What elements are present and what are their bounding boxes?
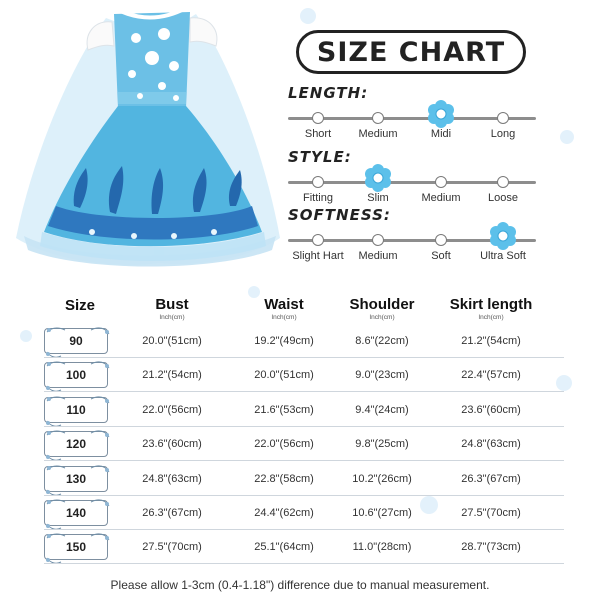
column-header-unit: Inch(cm) <box>159 314 185 321</box>
column-header-unit: Inch(cm) <box>271 314 297 321</box>
rating-dot <box>372 234 384 246</box>
table-cell-waist: 20.0"(51cm) <box>254 369 314 382</box>
rating-label: SOFTNESS: <box>288 206 391 224</box>
rating-option-label: Slight Hart <box>292 250 344 262</box>
column-header-name: Shoulder <box>349 296 415 313</box>
rating-dot <box>497 176 509 188</box>
table-cell-skirt: 28.7"(73cm) <box>461 541 521 554</box>
rating-option-label: Long <box>490 128 516 140</box>
selected-flower-icon <box>426 99 456 129</box>
row-divider <box>44 391 564 392</box>
rating-label: STYLE: <box>288 148 352 166</box>
table-cell-skirt: 24.8"(63cm) <box>461 438 521 451</box>
table-cell-bust: 24.8"(63cm) <box>142 472 202 485</box>
table-cell-bust: 22.0"(56cm) <box>142 403 202 416</box>
rating-label: LENGTH: <box>288 84 369 102</box>
table-cell-waist: 24.4"(62cm) <box>254 507 314 519</box>
column-header-unit: Inch(cm) <box>369 314 395 321</box>
size-tag <box>44 397 108 423</box>
column-header <box>264 296 303 321</box>
table-cell-skirt: 21.2"(54cm) <box>461 335 521 347</box>
rating-dot <box>372 112 384 124</box>
selected-flower-icon <box>488 221 518 251</box>
table-cell-waist: 21.6"(53cm) <box>254 403 314 416</box>
rating-option-label: Midi <box>430 128 452 140</box>
table-cell-bust: 20.0"(51cm) <box>142 335 202 347</box>
background-dot <box>560 130 574 144</box>
background-dot <box>300 8 316 24</box>
table-cell-waist: 22.8"(58cm) <box>254 472 314 485</box>
column-header <box>65 297 95 314</box>
row-divider <box>44 563 564 564</box>
rating-option-label: Medium <box>358 128 398 140</box>
size-value: 110 <box>66 402 86 417</box>
rating-option-label: Medium <box>421 192 461 204</box>
table-cell-skirt: 23.6"(60cm) <box>461 403 521 416</box>
rating-dot <box>435 176 447 188</box>
table-cell-skirt: 26.3"(67cm) <box>461 472 521 485</box>
size-tag <box>44 362 108 388</box>
size-tag <box>44 466 108 492</box>
table-cell-skirt: 27.5"(70cm) <box>461 507 521 519</box>
column-header-name: Size <box>64 297 96 314</box>
table-cell-bust: 21.2"(54cm) <box>142 369 202 382</box>
size-value: 130 <box>65 471 87 486</box>
table-cell-shoulder: 9.8"(25cm) <box>355 438 409 451</box>
column-header-name: Waist <box>264 296 304 313</box>
row-divider <box>44 460 564 461</box>
rating-option-label: Fitting <box>303 192 333 204</box>
row-divider <box>44 529 564 530</box>
rating-option-label: Slim <box>367 192 389 204</box>
selected-flower-icon <box>363 163 393 193</box>
column-header-name: Bust <box>155 296 189 313</box>
measurement-footnote: Please allow 1-3cm (0.4-1.18") difference due to manual measurement. <box>110 578 490 592</box>
size-value: 100 <box>65 368 87 383</box>
dress-illustration <box>14 0 282 275</box>
background-dot <box>20 330 32 342</box>
background-dot <box>420 496 438 514</box>
table-cell-waist: 22.0"(56cm) <box>254 438 314 451</box>
rating-dot <box>312 234 324 246</box>
column-header <box>155 296 188 321</box>
table-cell-skirt: 22.4"(57cm) <box>461 369 521 382</box>
column-header <box>450 296 533 321</box>
table-cell-shoulder: 11.0"(28cm) <box>352 541 412 554</box>
rating-option-label: Ultra Soft <box>480 250 526 262</box>
rating-dot <box>497 112 509 124</box>
background-dot <box>556 375 572 391</box>
size-value: 120 <box>65 437 87 452</box>
rating-dot <box>312 176 324 188</box>
table-cell-shoulder: 10.2"(26cm) <box>352 472 412 485</box>
table-cell-waist: 25.1"(64cm) <box>254 541 314 554</box>
rating-dot <box>435 234 447 246</box>
table-cell-waist: 19.2"(49cm) <box>254 335 314 347</box>
size-value: 150 <box>65 540 87 555</box>
background-dot <box>248 286 260 298</box>
rating-option-label: Medium <box>358 250 398 262</box>
rating-dot <box>312 112 324 124</box>
row-divider <box>44 426 564 427</box>
rating-option-label: Soft <box>431 250 451 262</box>
size-value: 90 <box>69 334 83 348</box>
size-tag <box>44 500 108 526</box>
rating-option-label: Loose <box>488 192 518 204</box>
row-divider <box>44 357 564 358</box>
column-header <box>349 296 414 321</box>
table-cell-bust: 26.3"(67cm) <box>142 507 202 519</box>
size-value: 140 <box>65 506 87 520</box>
size-chart-title: SIZE CHART <box>296 30 526 74</box>
table-cell-shoulder: 10.6"(27cm) <box>352 507 412 519</box>
table-cell-bust: 23.6"(60cm) <box>142 438 202 451</box>
table-cell-shoulder: 9.4"(24cm) <box>355 403 409 416</box>
size-tag <box>44 431 108 457</box>
column-header-unit: Inch(cm) <box>478 314 504 321</box>
column-header-name: Skirt length <box>449 296 533 313</box>
table-cell-shoulder: 8.6"(22cm) <box>355 335 409 347</box>
rating-option-label: Short <box>304 128 332 140</box>
table-cell-shoulder: 9.0"(23cm) <box>355 369 409 382</box>
size-tag <box>44 534 108 560</box>
row-divider <box>44 495 564 496</box>
size-tag <box>44 328 108 354</box>
table-cell-bust: 27.5"(70cm) <box>142 541 202 554</box>
